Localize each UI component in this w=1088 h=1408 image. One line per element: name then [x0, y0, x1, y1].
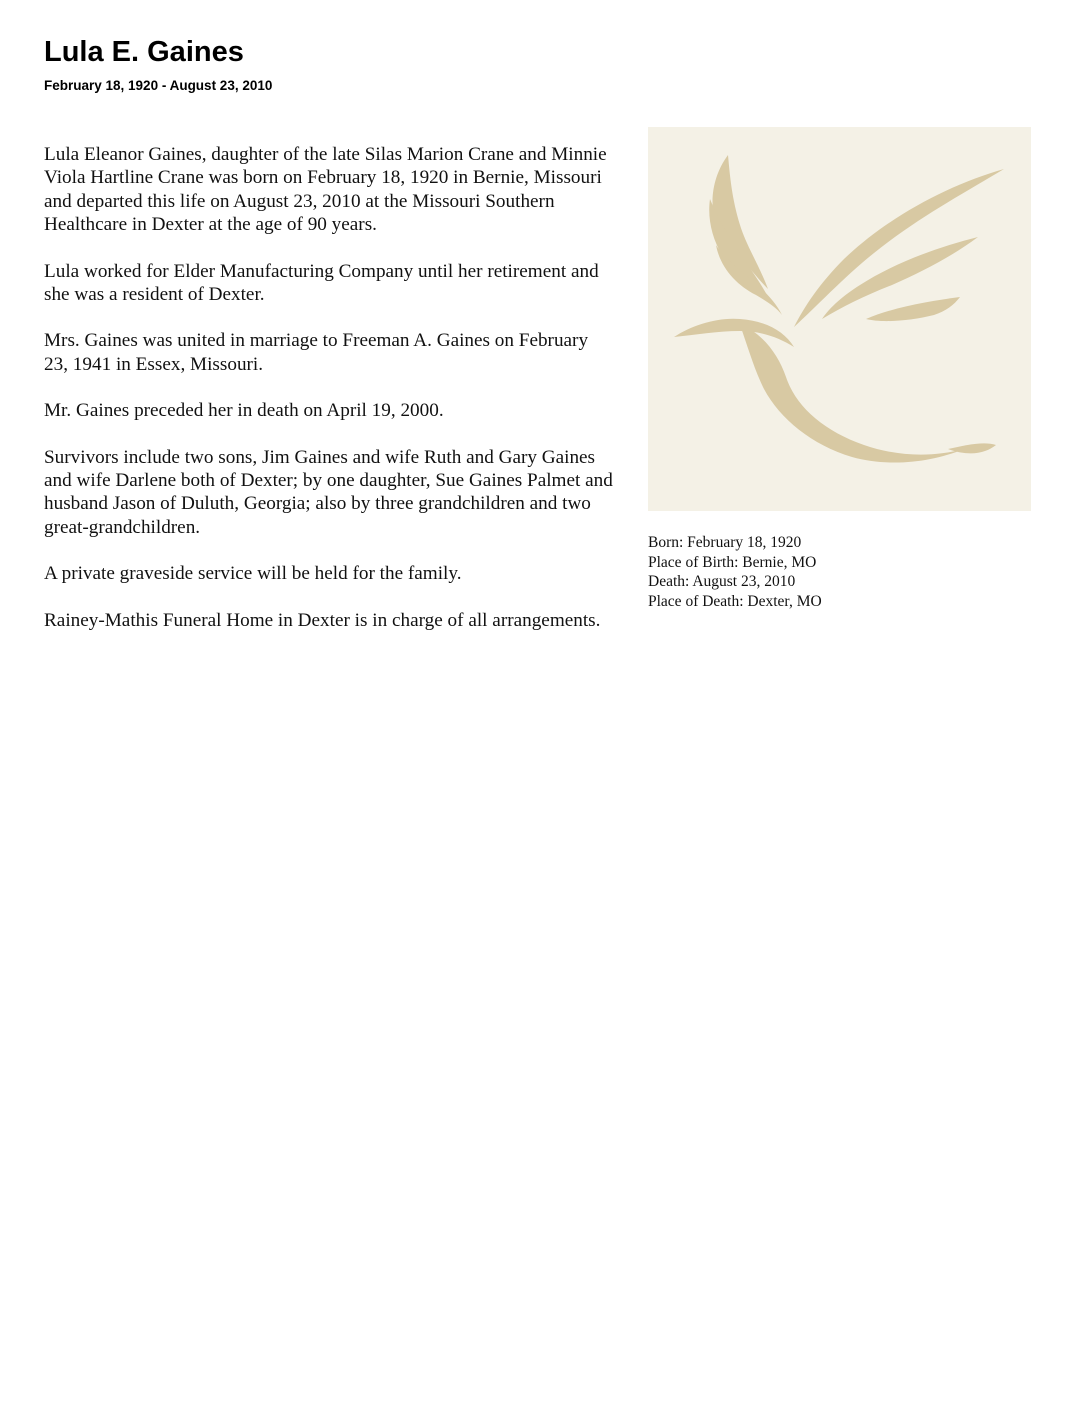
paragraph: Survivors include two sons, Jim Gaines and wife Ruth and Gary Gaines and wife Darlene both of Dexter; by one daughter, Sue Gaines Palmet and husband Jason of Duluth, Georgia; also by three grandchildren and two great-grandchildren. — [44, 446, 613, 538]
born-fact: Born: February 18, 1920 — [648, 534, 802, 551]
place-of-death-fact: Place of Death: Dexter, MO — [648, 592, 822, 610]
paragraph: A private graveside service will be held for the family. — [44, 563, 462, 585]
death-fact: Death: August 23, 2010 — [648, 573, 796, 590]
memorial-photo — [648, 127, 1031, 511]
place-of-birth-fact: Place of Birth: Bernie, MO — [648, 553, 817, 571]
paragraph: Lula worked for Elder Manufacturing Company until her retirement and she was a resident of Dexter. — [44, 260, 599, 306]
paragraph: Mr. Gaines preceded her in death on April 19, 2000. — [44, 400, 444, 422]
paragraph: Rainey-Mathis Funeral Home in Dexter is in charge of all arrangements. — [44, 609, 601, 631]
paragraph: Lula Eleanor Gaines, daughter of the late Silas Marion Crane and Minnie Viola Hartline Crane was born on February 18, 1920 in Bernie, Missouri and departed this life on August 23, 2010 at the Missouri Southern Healthcare in Dexter at the age of 90 years. — [44, 144, 607, 236]
life-dates: February 18, 1920 - August 23, 2010 — [44, 78, 273, 93]
paragraph: Mrs. Gaines was united in marriage to Freeman A. Gaines on February 23, 1941 in Essex, Missouri. — [44, 330, 589, 375]
dove-icon — [648, 127, 1031, 511]
page-title: Lula E. Gaines — [44, 36, 244, 68]
obituary-text — [44, 143, 614, 655]
vital-facts — [648, 533, 1031, 611]
